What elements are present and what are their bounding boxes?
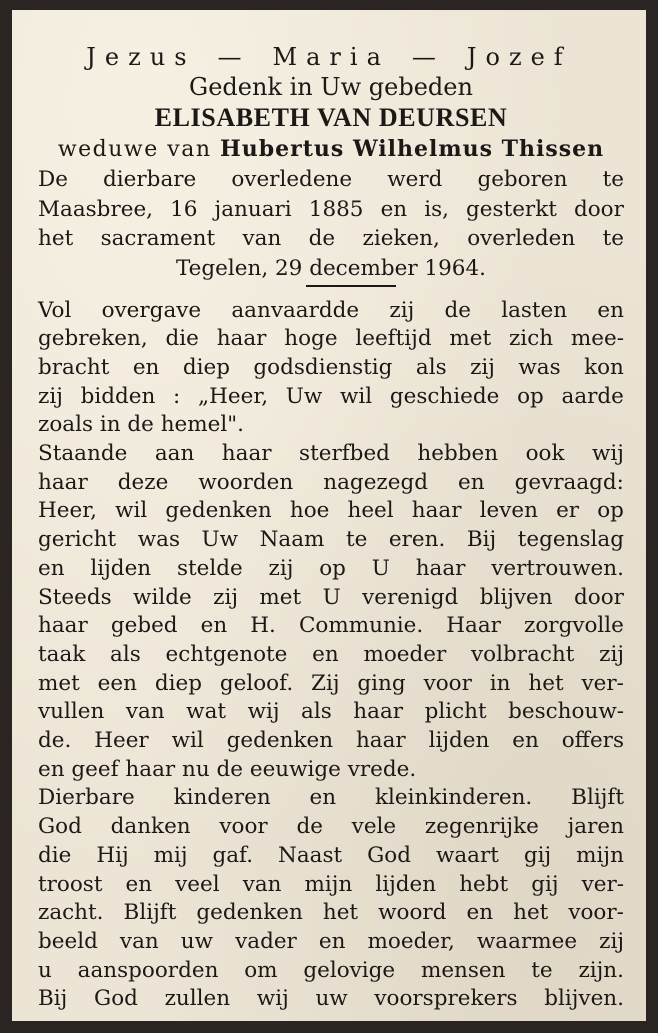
word: veel: [175, 871, 220, 897]
word: gaf.: [212, 842, 254, 868]
text-line: [38, 469, 624, 498]
word: en: [309, 785, 337, 811]
text-line: [38, 727, 624, 756]
text-line: [38, 526, 624, 555]
word: lijden: [375, 871, 437, 897]
word: haar: [216, 326, 267, 352]
word: op: [517, 383, 544, 409]
word: heel: [347, 498, 394, 524]
word: kleinkinderen.: [375, 785, 533, 811]
word: gij: [531, 871, 559, 897]
word: De: [38, 167, 68, 192]
word: plicht: [424, 699, 487, 725]
word: aanvaardde: [231, 297, 360, 323]
word: moeder: [363, 641, 447, 667]
word: die: [38, 842, 72, 868]
word: gelovige: [303, 957, 396, 983]
word: en: [318, 928, 346, 954]
word: en: [132, 354, 160, 380]
word: te: [531, 957, 553, 983]
word: zullen: [164, 986, 231, 1012]
word: lasten: [501, 297, 568, 323]
word: te: [346, 527, 368, 553]
word: van: [242, 226, 282, 251]
word: Staande: [38, 441, 128, 467]
word: zegenrijke: [424, 814, 539, 840]
word: de: [296, 814, 323, 840]
word: sacrament: [100, 226, 216, 251]
word: Blijft: [123, 900, 177, 926]
text-line: [38, 842, 624, 871]
card-paper: [12, 10, 646, 1021]
word: haar: [38, 613, 88, 639]
text-line: [38, 165, 624, 195]
word: Naast: [278, 842, 343, 868]
word: beeld: [38, 928, 98, 954]
word: zich: [508, 326, 554, 352]
word: „Heer,: [197, 383, 269, 409]
text-line: [38, 383, 624, 412]
word: Steeds: [38, 584, 112, 610]
word: gij: [523, 842, 552, 868]
word: Heer: [94, 728, 149, 754]
word: als: [415, 354, 447, 380]
word: sterfbed: [299, 441, 390, 467]
word: ook: [525, 441, 565, 467]
text-line: [38, 985, 624, 1014]
word: mee-: [570, 326, 624, 352]
word: geschiede: [389, 383, 500, 409]
word: godsdienstig: [253, 354, 393, 380]
word: voorsprekers: [374, 986, 518, 1012]
word: wil: [115, 498, 148, 524]
word: en: [597, 297, 624, 323]
word: jaren: [567, 814, 624, 840]
word: hoe: [289, 498, 330, 524]
word: eren.: [388, 527, 446, 553]
body-paragraph-2: [38, 440, 624, 756]
word: deze: [117, 469, 169, 495]
word: om: [244, 957, 278, 983]
word: mij: [153, 842, 188, 868]
invocation-word: Maria: [272, 43, 390, 71]
word: blijven: [479, 584, 553, 610]
word: wij: [591, 441, 624, 467]
word: geloof.: [219, 670, 294, 696]
word: met: [259, 584, 302, 610]
word: God: [367, 842, 411, 868]
word: de: [308, 226, 336, 251]
word: met: [449, 326, 492, 352]
prayer-request: Gedenk in Uw gebeden: [189, 73, 473, 101]
word: waarmee: [476, 928, 578, 954]
invocation-dash: —: [411, 43, 445, 71]
word: geboren: [477, 167, 568, 192]
word: als: [110, 641, 141, 667]
word: zij: [599, 928, 624, 954]
word: Uw: [285, 383, 323, 409]
word: haar: [353, 699, 404, 725]
word: Bij: [38, 986, 68, 1012]
word: taak: [38, 641, 86, 667]
word: beschouw-: [508, 699, 624, 725]
word: u: [38, 957, 52, 983]
body-paragraph-3: [38, 784, 624, 1014]
word: uw: [180, 928, 214, 954]
word: vullen: [38, 699, 105, 725]
word: waart: [435, 842, 499, 868]
word: vertrouwen.: [491, 555, 624, 581]
widow-prefix: weduwe van: [57, 137, 212, 162]
word: mijn: [304, 871, 353, 897]
word: zij: [470, 354, 495, 380]
word: uw: [315, 986, 348, 1012]
word: Heer,: [38, 498, 97, 524]
word: voor: [423, 670, 472, 696]
word: Zij: [311, 670, 340, 696]
word: zij: [268, 555, 294, 581]
word: Dierbare: [38, 785, 135, 811]
invocation-word: Jozef: [466, 43, 572, 71]
word: gesterkt: [466, 196, 557, 222]
word: gebreken,: [38, 326, 148, 352]
word: overgave: [101, 297, 202, 323]
word: haar: [221, 441, 272, 467]
text-line: [38, 813, 624, 842]
text-line: [38, 325, 624, 354]
text-line: [38, 871, 624, 900]
word: de.: [38, 728, 72, 754]
word: zij: [38, 383, 63, 409]
word: en: [458, 469, 485, 495]
word: blijven.: [544, 986, 624, 1012]
word: Communie.: [298, 613, 424, 639]
word: en: [380, 196, 408, 222]
text-line: [38, 670, 624, 699]
text-line: [38, 784, 624, 813]
word: verenigd: [362, 584, 459, 610]
word: was: [518, 354, 561, 380]
word: voor-: [568, 900, 624, 926]
word: dierbare: [103, 167, 197, 192]
word: gedenken: [226, 728, 334, 754]
word: leven: [479, 498, 538, 524]
word: zij: [389, 297, 415, 323]
text-line: [38, 555, 624, 584]
word: nagezegd: [323, 469, 428, 495]
word: vele: [351, 814, 397, 840]
word: aanspoorden: [77, 957, 219, 983]
word: Uw: [201, 527, 239, 553]
word: te: [602, 167, 624, 192]
word: is,: [424, 196, 449, 222]
word: en: [125, 871, 153, 897]
body-paragraph-1: [38, 297, 624, 412]
word: zieken,: [362, 226, 440, 251]
word: wilde: [133, 584, 192, 610]
word: van: [242, 871, 282, 897]
word: aarde: [561, 383, 624, 409]
death-place-date: Tegelen, 29 december 1964.: [176, 255, 486, 281]
word: aan: [154, 441, 195, 467]
word: U: [322, 584, 341, 610]
word: een: [97, 670, 137, 696]
word: moeder,: [367, 928, 455, 954]
word: januari: [214, 196, 292, 222]
word: bracht: [38, 354, 110, 380]
word: de: [444, 297, 471, 323]
word: gedenken: [165, 498, 272, 524]
word: haar: [355, 728, 406, 754]
word: en: [38, 555, 65, 581]
word: Hij: [96, 842, 129, 868]
body-line-left: zoals in de hemel".: [38, 412, 244, 438]
word: diep: [154, 670, 202, 696]
word: ver-: [581, 871, 624, 897]
word: hebben: [417, 441, 499, 467]
text-line: [38, 641, 624, 670]
word: als: [301, 699, 332, 725]
word: echtgenote: [165, 641, 288, 667]
word: wat: [186, 699, 227, 725]
widow-line: [38, 134, 624, 165]
word: kinderen: [173, 785, 271, 811]
invocation-word: Jezus: [86, 43, 196, 71]
word: op: [597, 498, 624, 524]
word: gevraagd:: [514, 469, 624, 495]
word: ver-: [581, 670, 624, 696]
word: lijden: [90, 555, 152, 581]
word: offers: [561, 728, 624, 754]
word: zij: [213, 584, 238, 610]
word: en: [512, 728, 539, 754]
word: diep: [182, 354, 230, 380]
word: tegenslag: [517, 527, 624, 553]
word: van: [125, 699, 165, 725]
spouse-name: Hubertus Wilhelmus Thissen: [220, 136, 605, 162]
word: Haar: [446, 613, 501, 639]
word: vader: [235, 928, 297, 954]
text-line: [38, 612, 624, 641]
word: danken: [110, 814, 191, 840]
word: 1885: [308, 196, 364, 222]
word: zacht.: [38, 900, 104, 926]
word: U: [371, 555, 390, 581]
word: te: [602, 226, 624, 251]
word: overleden: [467, 226, 576, 251]
word: hebt: [459, 871, 509, 897]
text-line: [38, 928, 624, 957]
word: haar: [38, 469, 88, 495]
word: door: [573, 196, 624, 222]
word: die: [165, 326, 199, 352]
word: haar: [411, 498, 462, 524]
word: met: [38, 670, 80, 696]
word: er: [556, 498, 580, 524]
text-line: [38, 698, 624, 727]
word: ging: [357, 670, 406, 696]
word: was: [137, 527, 180, 553]
word: woord: [378, 900, 447, 926]
word: op: [319, 555, 346, 581]
word: wij: [247, 699, 280, 725]
text-line: [38, 957, 624, 986]
word: stelde: [176, 555, 243, 581]
invocation-dash: —: [217, 43, 251, 71]
word: mensen: [420, 957, 506, 983]
word: lijden: [428, 728, 490, 754]
word: en: [466, 900, 494, 926]
text-line: [38, 195, 624, 225]
word: het: [322, 900, 359, 926]
text-line: [38, 584, 624, 613]
word: in: [489, 670, 511, 696]
word: wil: [340, 383, 373, 409]
word: gedenken: [196, 900, 303, 926]
word: Maasbree,: [38, 196, 154, 222]
word: zij: [599, 641, 624, 667]
word: volbracht: [471, 641, 575, 667]
word: het: [38, 226, 74, 251]
word: en: [200, 613, 228, 639]
word: :: [173, 383, 181, 409]
word: wil: [171, 728, 204, 754]
word: Vol: [38, 297, 72, 323]
word: het: [528, 670, 564, 696]
word: zorgvolle: [524, 613, 624, 639]
word: wij: [256, 986, 289, 1012]
invocation-line: [34, 42, 624, 72]
word: bidden: [80, 383, 156, 409]
word: God: [94, 986, 138, 1012]
word: gebed: [110, 613, 178, 639]
word: Blijft: [571, 785, 624, 811]
word: 16: [170, 196, 198, 222]
divider-rule: [306, 285, 396, 287]
text-line: [38, 899, 624, 928]
word: overledene: [231, 167, 353, 192]
word: haar: [415, 555, 466, 581]
text-line: [38, 497, 624, 526]
word: werd: [387, 167, 443, 192]
word: mijn: [576, 842, 624, 868]
word: woorden: [198, 469, 294, 495]
word: hoge: [284, 326, 338, 352]
word: kon: [584, 354, 624, 380]
word: Naam: [259, 527, 325, 553]
word: God: [38, 814, 82, 840]
intro-paragraph: [38, 165, 624, 254]
body-line-left: en geef haar nu de eeuwige vrede.: [38, 756, 417, 782]
word: door: [574, 584, 624, 610]
word: en: [312, 641, 339, 667]
word: troost: [38, 871, 103, 897]
word: zijn.: [578, 957, 624, 983]
text-line: [38, 224, 624, 254]
word: Bij: [466, 527, 497, 553]
word: gericht: [38, 527, 117, 553]
text-line: [38, 440, 624, 469]
word: leeftijd: [355, 326, 432, 352]
text-line: [38, 297, 624, 326]
word: voor: [219, 814, 268, 840]
deceased-name: ELISABETH VAN DEURSEN: [154, 103, 508, 132]
word: van: [119, 928, 159, 954]
word: het: [513, 900, 549, 926]
word: H.: [250, 613, 276, 639]
text-line: [38, 354, 624, 383]
